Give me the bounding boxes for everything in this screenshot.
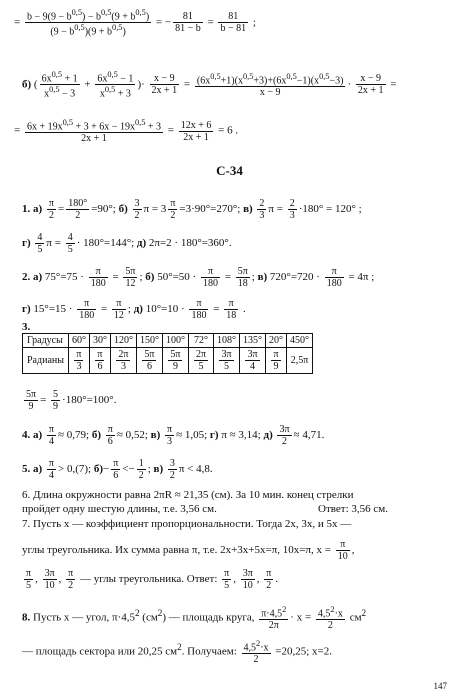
table-cell: 20° — [266, 334, 287, 348]
problem-3-label: 3. — [22, 321, 31, 333]
table-cell: 108° — [214, 334, 240, 348]
problem-4: 4. а) $\frac{\pi}{4}$ ≈ 0,79; б) $\frac{\pi}{6}$ ≈ 0,52; в) $\frac{\pi}{3}$ ≈ 1,05; г) π ≈ 3,14; д) $\frac{3\pi}{2}$ ≈ 4,71. — [22, 424, 325, 447]
table-cell: 30° — [89, 334, 110, 348]
problem-2-line-2: г) 15°=15 · $\frac{\pi}{180}$ = $\frac{\pi}{12}$ ; д) 10°=10 · $\frac{\pi}{180}$ = $\frac{\pi}{18}$ . — [22, 298, 246, 321]
table-cell: $\frac{2\pi}{3}$ — [110, 348, 136, 374]
top-line-1: = $\frac{b - 9(9 - b^{0,5}) - b^{0,5}(9 + b^{0,5})}{(9 - b^{0,5})(9 + b^{0,5})}$ = − $\frac{81}{81 - b}$ = $\frac{81}{b - 81}$ ; — [14, 8, 256, 38]
problem-1-line-1: 1. а) $\frac{\pi}{2}$ = $\frac{180^\circ}{2}$ =90°; б) $\frac{3}{2}$ π = 3 $\frac{\pi}{2}$ =3·90°=270°; в) $\frac{2}{3}$ π = $\frac{2}{3}$ ·180° = 120° ; — [22, 198, 362, 221]
table-cell: $\frac{\pi}{9}$ — [266, 348, 287, 374]
table-cell: 60° — [68, 334, 89, 348]
section-title: С-34 — [216, 163, 243, 178]
row-label-degrees: Градусы — [23, 334, 69, 348]
table-cell: 100° — [162, 334, 188, 348]
row-label-radians: Радианы — [23, 348, 69, 374]
degree-radian-table — [22, 333, 313, 374]
table-cell: 72° — [188, 334, 213, 348]
top-line-2: б) ( $\frac{6x^{0,5} + 1}{x^{0,5} - 3}$ + $\frac{6x^{0,5} - 1}{x^{0,5} + 3}$ )· $\frac{x - 9}{2x + 1}$ = $\frac{(6x^{0,5}+1)(x^{0,5}+3)+(6x^{0,5}-1)(x^{0,5}-3)}{x - 9}$ · $\frac{x - 9}{2x + 1}$ = — [22, 70, 397, 100]
fraction: $\frac{b - 9(9 - b^{0,5}) - b^{0,5}(9 + b^{0,5})}{(9 - b^{0,5})(9 + b^{0,5})}$ — [26, 8, 150, 38]
table-cell: 2,5π — [287, 348, 313, 374]
table-cell: $\frac{5\pi}{6}$ — [136, 348, 162, 374]
table-cell: $\frac{\pi}{3}$ — [68, 348, 89, 374]
problem-6-answer: Ответ: 3,56 см. — [318, 503, 388, 515]
problem-3-note: $\frac{5\pi}{9}$ = $\frac{5}{9}$ ·180°=100°. — [26, 389, 117, 412]
problem-6-line-2: пройдет одну шестую длины, т.е. 3,56 см. — [22, 503, 217, 515]
table-cell: $\frac{\pi}{6}$ — [89, 348, 110, 374]
page-number: 147 — [433, 681, 447, 691]
problem-8-line-2: — площадь сектора или 20,25 $см^2$. Получаем: $\frac{4,5^2\cdot x}{2}$ =20,25; x=2. — [22, 639, 333, 666]
table-cell: 120° — [110, 334, 136, 348]
problem-8-line-1: 8. Пусть x — угол, $\pi\cdot 4,5^2$ $(см^2)$ — площадь круга, $\frac{\pi\cdot 4,5^2}{2\pi}$ · x = $\frac{4,5^2\cdot x}{2}$ $см^2$ — [22, 605, 367, 632]
table-cell: 150° — [136, 334, 162, 348]
problem-7-line-2: углы треугольника. Их сумма равна π, т.е. 2x+3x+5x=π, 10x=π, x = $\frac{\pi}{10}$ , — [22, 539, 355, 562]
table-row — [23, 334, 313, 348]
problem-7-line-1: 7. Пусть x — коэффициент пропорциональности. Тогда 2x, 3x, и 5x — — [22, 518, 352, 530]
table-cell: 450° — [287, 334, 313, 348]
table-row — [23, 348, 313, 374]
problem-6-line-1: 6. Длина окружности равна 2πR ≈ 21,35 (см). За 10 мин. конец стрелки — [22, 489, 354, 501]
table-cell: $\frac{5\pi}{9}$ — [162, 348, 188, 374]
table-cell: 135° — [240, 334, 266, 348]
table-cell: $\frac{3\pi}{4}$ — [240, 348, 266, 374]
problem-5: 5. а) $\frac{\pi}{4}$ > 0,(7); б)− $\frac{\pi}{6}$ <− $\frac{1}{2}$ ; в) $\frac{3}{2}$ π < 4,8. — [22, 458, 213, 481]
problem-2-line-1: 2. а) 75°=75 · $\frac{\pi}{180}$ = $\frac{5\pi}{12}$ ; б) 50°=50 · $\frac{\pi}{180}$ = $\frac{5\pi}{18}$ ; в) 720°=720 · $\frac{\pi}{180}$ = 4π ; — [22, 266, 375, 289]
table-cell: $\frac{3\pi}{5}$ — [214, 348, 240, 374]
problem-1-line-2: г) $\frac{4}{5}$ π = $\frac{4}{5}$ · 180°=144°; д) 2π=2 · 180°=360°. — [22, 232, 232, 255]
table-cell: $\frac{2\pi}{5}$ — [188, 348, 213, 374]
problem-7-line-3: $\frac{\pi}{5}$ , $\frac{3\pi}{10}$ , $\frac{\pi}{2}$ — углы треугольника. Ответ: $\frac{\pi}{5}$ , $\frac{3\pi}{10}$ , $\frac{\pi}{2}$ . — [26, 568, 279, 591]
top-line-3: = $\frac{6x + 19x^{0,5} + 3 + 6x - 19x^{0,5} + 3}{2x + 1}$ = $\frac{12x + 6}{2x + 1}$ = 6 . — [14, 118, 239, 145]
